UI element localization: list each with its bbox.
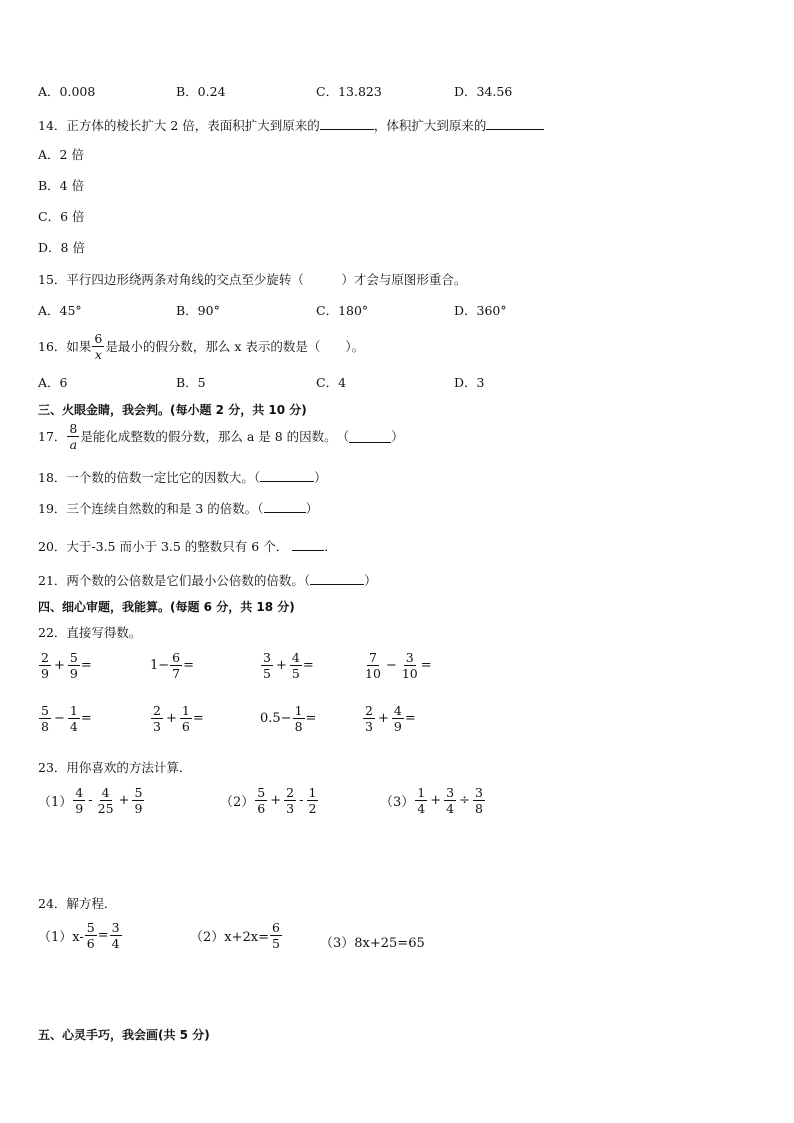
- q14-option-d: D．8 倍: [38, 240, 85, 255]
- q17-answer-blank[interactable]: [349, 430, 391, 443]
- q19-close: ）: [305, 501, 319, 516]
- q23-fraction: [444, 785, 456, 816]
- q22-item-fraction-1-numerator: 3: [263, 650, 271, 665]
- section-5-heading: 五、心灵手巧，我会画(共 5 分): [38, 1028, 210, 1042]
- q23-fraction-denominator: 4: [446, 801, 455, 816]
- q22-item-fraction-1-denominator: 3: [153, 719, 161, 734]
- q23-expr-2-body: [254, 785, 319, 816]
- q24-eq1-den: 6: [86, 936, 95, 951]
- q24-title: 24．解方程．: [38, 896, 117, 911]
- q22-item-fraction-1-denominator: 10: [365, 666, 381, 681]
- q22-item-equals: =: [420, 658, 432, 673]
- q22-item-prefix: 1−: [150, 658, 170, 673]
- q24-eq1-rhs-den: 4: [111, 936, 120, 951]
- q16-option-d: D．3: [454, 375, 485, 390]
- q23-fraction-numerator: 5: [134, 785, 143, 800]
- q17-fraction: [67, 421, 79, 452]
- q23-fraction: [284, 785, 296, 816]
- q23-label-3: （3）: [380, 795, 415, 810]
- q22-item-1: [38, 650, 92, 681]
- q18-close: ）: [314, 470, 327, 485]
- q13-option-b: B．0.24: [176, 84, 226, 99]
- q18-text: 18．一个数的倍数一定比它的因数大。（: [38, 470, 261, 485]
- q22-item-fraction-2-numerator: 4: [291, 650, 300, 665]
- q20-text: 20．大于-3.5 而小于 3.5 的整数只有 6 个．: [38, 539, 289, 554]
- q22-item-fraction-2-numerator: 1: [294, 703, 303, 718]
- q22-item-equals: =: [183, 658, 195, 673]
- q22-item-fraction-2: [400, 650, 420, 681]
- q22-item-equals: =: [80, 658, 92, 673]
- q22-item-fraction-2-denominator: 10: [401, 666, 418, 681]
- q22-item-fraction-1-denominator: 3: [365, 719, 373, 734]
- q23-fraction-denominator: 3: [286, 801, 295, 816]
- q22-item-fraction-2-denominator: 8: [294, 719, 303, 734]
- q23-fraction-numerator: 4: [101, 785, 110, 800]
- q22-item-8: [362, 703, 416, 734]
- q22-item-fraction-2-numerator: 4: [393, 703, 402, 718]
- q23-fraction-denominator: 6: [257, 801, 266, 816]
- q14-number: 14．: [38, 118, 67, 133]
- q14-text-b: ，体积扩大到原来的: [373, 118, 487, 133]
- q24-eq2-num: 6: [272, 920, 280, 935]
- q22-item-operator: +: [165, 711, 177, 726]
- q23-title: 23．用你喜欢的方法计算．: [38, 760, 192, 775]
- q22-item-fraction-1-numerator: 5: [41, 703, 49, 718]
- q15-option-b: B．90°: [176, 303, 220, 318]
- q20-answer-blank[interactable]: [292, 538, 324, 551]
- q23-expr-1-body: [72, 785, 145, 816]
- q23-fraction: [473, 785, 485, 816]
- q22-item-fraction-2: [180, 703, 192, 734]
- q22-item-equals: =: [80, 711, 92, 726]
- q17-stem: [38, 421, 404, 452]
- q22-item-fraction-2-denominator: 9: [69, 666, 78, 681]
- q23-fraction-denominator: 9: [134, 801, 143, 816]
- q23-fraction-denominator: 9: [75, 801, 84, 816]
- q22-item-fraction-1: [151, 703, 163, 734]
- q24-eq1-equals: =: [97, 928, 109, 943]
- q24-eq1-left: （1）x-: [38, 930, 84, 945]
- q20-stem: [38, 538, 337, 555]
- q22-item-6: [150, 703, 204, 734]
- q16-option-a: A．6: [38, 375, 68, 390]
- q22-item-fraction-2-denominator: 6: [181, 719, 190, 734]
- q14-stem: [38, 117, 544, 134]
- q22-item-fraction-2: [68, 650, 80, 681]
- q23-fraction-numerator: 1: [308, 785, 317, 800]
- q22-item-2: [150, 650, 194, 681]
- q23-label-2: （2）: [220, 795, 255, 810]
- q22-item-equals: =: [305, 711, 317, 726]
- q22-item-fraction-1-numerator: 2: [153, 703, 161, 718]
- q22-item-fraction-1: [363, 650, 383, 681]
- q22-item-operator: +: [377, 711, 389, 726]
- q22-item-3: [260, 650, 314, 681]
- q22-item-operator: +: [53, 658, 65, 673]
- q22-item-fraction-1: [261, 650, 273, 681]
- q24-eq1-rhs-num: 3: [111, 920, 120, 935]
- q15-option-a: A．45°: [38, 303, 82, 318]
- q23-fraction: [73, 785, 85, 816]
- q23-fraction: [415, 785, 427, 816]
- q22-item-fraction-2: [290, 650, 302, 681]
- q23-operator: +: [270, 793, 282, 808]
- q18-answer-blank[interactable]: [260, 469, 314, 482]
- q22-item-fraction-2: [392, 703, 404, 734]
- q17-number: 17．: [38, 428, 67, 444]
- q23-fraction-numerator: 3: [446, 785, 455, 800]
- q24-eq1-fraction: [85, 920, 97, 951]
- q22-item-operator: +: [275, 658, 287, 673]
- q23-expression-2: [220, 785, 319, 816]
- q22-item-fraction-2-denominator: 4: [69, 719, 78, 734]
- q22-item-fraction-1-denominator: 9: [41, 666, 49, 681]
- q24-equation-3: [320, 932, 425, 951]
- q14-blank-2: [486, 117, 544, 130]
- q22-item-operator: −: [53, 711, 65, 726]
- q22-item-fraction-2-numerator: 1: [181, 703, 190, 718]
- q22-item-fraction-1-denominator: 8: [41, 719, 49, 734]
- q14-text-a: 正方体的棱长扩大 2 倍，表面积扩大到原来的: [66, 118, 320, 133]
- q22-item-4: [362, 650, 432, 681]
- q22-item-fraction-2: [293, 703, 305, 734]
- q23-fraction: [96, 785, 116, 816]
- q22-item-fraction-2-numerator: 1: [69, 703, 78, 718]
- q23-fraction-numerator: 4: [75, 785, 84, 800]
- q23-fraction: [132, 785, 144, 816]
- q23-expr-3-body: [414, 785, 486, 816]
- q23-fraction-denominator: 25: [97, 801, 114, 816]
- section-4-heading: 四、细心审题，我能算。(每题 6 分，共 18 分): [38, 600, 295, 614]
- q14-blank-1: [320, 117, 374, 130]
- q14-option-b: B．4 倍: [38, 178, 85, 193]
- q22-item-5: [38, 703, 92, 734]
- q23-operator: +: [118, 793, 130, 808]
- q16-suffix: 是最小的假分数，那么 x 表示的数是（ ）。: [105, 338, 365, 354]
- q24-equation-1: [38, 920, 123, 951]
- q17-fraction-numerator: 8: [69, 421, 78, 436]
- q15-option-c: C．180°: [316, 303, 369, 318]
- q17-fraction-denominator: a: [69, 437, 78, 452]
- q19-stem: [38, 500, 318, 517]
- q13-option-c: C．13.823: [316, 84, 382, 99]
- q22-item-equals: =: [192, 711, 204, 726]
- q13-option-a: A．0.008: [38, 84, 96, 99]
- section-3-heading: 三、火眼金睛，我会判。(每小题 2 分，共 10 分): [38, 403, 307, 417]
- q24-eq3: （3）8x+25=65: [320, 936, 425, 951]
- q22-item-equals: =: [302, 658, 314, 673]
- q17-close: ）: [391, 428, 404, 444]
- q23-fraction: [307, 785, 319, 816]
- q20-end: ．: [324, 539, 337, 554]
- q23-operator: -: [88, 793, 93, 808]
- q22-item-fraction-1-numerator: 2: [365, 703, 373, 718]
- q22-title: 22．直接写得数。: [38, 625, 142, 640]
- q23-expression-3: [380, 785, 486, 816]
- q23-operator: +: [430, 793, 442, 808]
- q16-stem: [38, 331, 364, 362]
- q18-stem: [38, 469, 327, 486]
- q22-item-operator: −: [385, 658, 397, 673]
- q23-expression-1: [38, 785, 145, 816]
- q23-fraction-numerator: 3: [475, 785, 483, 800]
- q16-fraction: [92, 331, 104, 362]
- q21-stem: [38, 572, 377, 589]
- q19-answer-blank[interactable]: [264, 500, 306, 513]
- q22-item-fraction-1: [39, 703, 51, 734]
- q16-option-c: C．4: [316, 375, 347, 390]
- q21-answer-blank[interactable]: [310, 572, 364, 585]
- q22-item-fraction-2-numerator: 6: [172, 650, 181, 665]
- q13-option-d: D．34.56: [454, 84, 513, 99]
- q23-fraction-denominator: 4: [417, 801, 426, 816]
- q21-text: 21．两个数的公倍数是它们最小公倍数的倍数。（: [38, 573, 311, 588]
- q17-text: 是能化成整数的假分数，那么 a 是 8 的因数。 （: [80, 428, 350, 444]
- q15-option-d: D．360°: [454, 303, 507, 318]
- q22-item-equals: =: [404, 711, 416, 726]
- q16-option-b: B．5: [176, 375, 206, 390]
- q14-option-a: A．2 倍: [38, 147, 84, 162]
- q16-fraction-numerator: 6: [94, 331, 103, 346]
- q23-fraction-numerator: 5: [257, 785, 266, 800]
- q16-fraction-denominator: x: [94, 347, 102, 362]
- q22-item-fraction-2-denominator: 9: [393, 719, 402, 734]
- q15-stem: 15．平行四边形绕两条对角线的交点至少旋转（ ）才会与原图形重合。: [38, 272, 467, 287]
- q22-item-fraction-1-denominator: 5: [263, 666, 271, 681]
- q23-fraction-numerator: 1: [417, 785, 426, 800]
- q22-item-fraction-2: [170, 650, 182, 681]
- q24-eq2-left: （2）x+2x=: [190, 930, 269, 945]
- q23-fraction-denominator: 2: [308, 801, 317, 816]
- q24-equation-2: [190, 920, 283, 951]
- q22-item-fraction-2: [68, 703, 80, 734]
- q21-close: ）: [364, 573, 377, 588]
- q14-option-c: C．6 倍: [38, 209, 85, 224]
- q22-item-7: [260, 703, 316, 734]
- q23-fraction-denominator: 8: [475, 801, 483, 816]
- q23-operator: -: [299, 793, 304, 808]
- q22-item-fraction-2-denominator: 7: [172, 666, 181, 681]
- q19-text: 19．三个连续自然数的和是 3 的倍数。（: [38, 501, 264, 516]
- q22-item-prefix: 0.5−: [260, 711, 292, 726]
- q22-item-fraction-2-numerator: 5: [69, 650, 78, 665]
- q22-item-fraction-1-numerator: 2: [41, 650, 49, 665]
- q22-item-fraction-2-numerator: 3: [405, 650, 414, 665]
- q23-operator: ÷: [459, 793, 470, 808]
- q24-eq2-den: 5: [272, 936, 280, 951]
- q22-item-fraction-1: [363, 703, 375, 734]
- q23-fraction: [255, 785, 267, 816]
- q23-label-1: （1）: [38, 795, 73, 810]
- q22-item-fraction-2-denominator: 5: [291, 666, 300, 681]
- q22-item-fraction-1: [39, 650, 51, 681]
- q23-fraction-numerator: 2: [286, 785, 295, 800]
- q24-eq2-fraction: [270, 920, 282, 951]
- q16-prefix: 16．如果: [38, 338, 92, 354]
- q22-item-fraction-1-numerator: 7: [368, 650, 377, 665]
- q24-eq1-rhs-fraction: [110, 920, 122, 951]
- q24-eq1-num: 5: [86, 920, 95, 935]
